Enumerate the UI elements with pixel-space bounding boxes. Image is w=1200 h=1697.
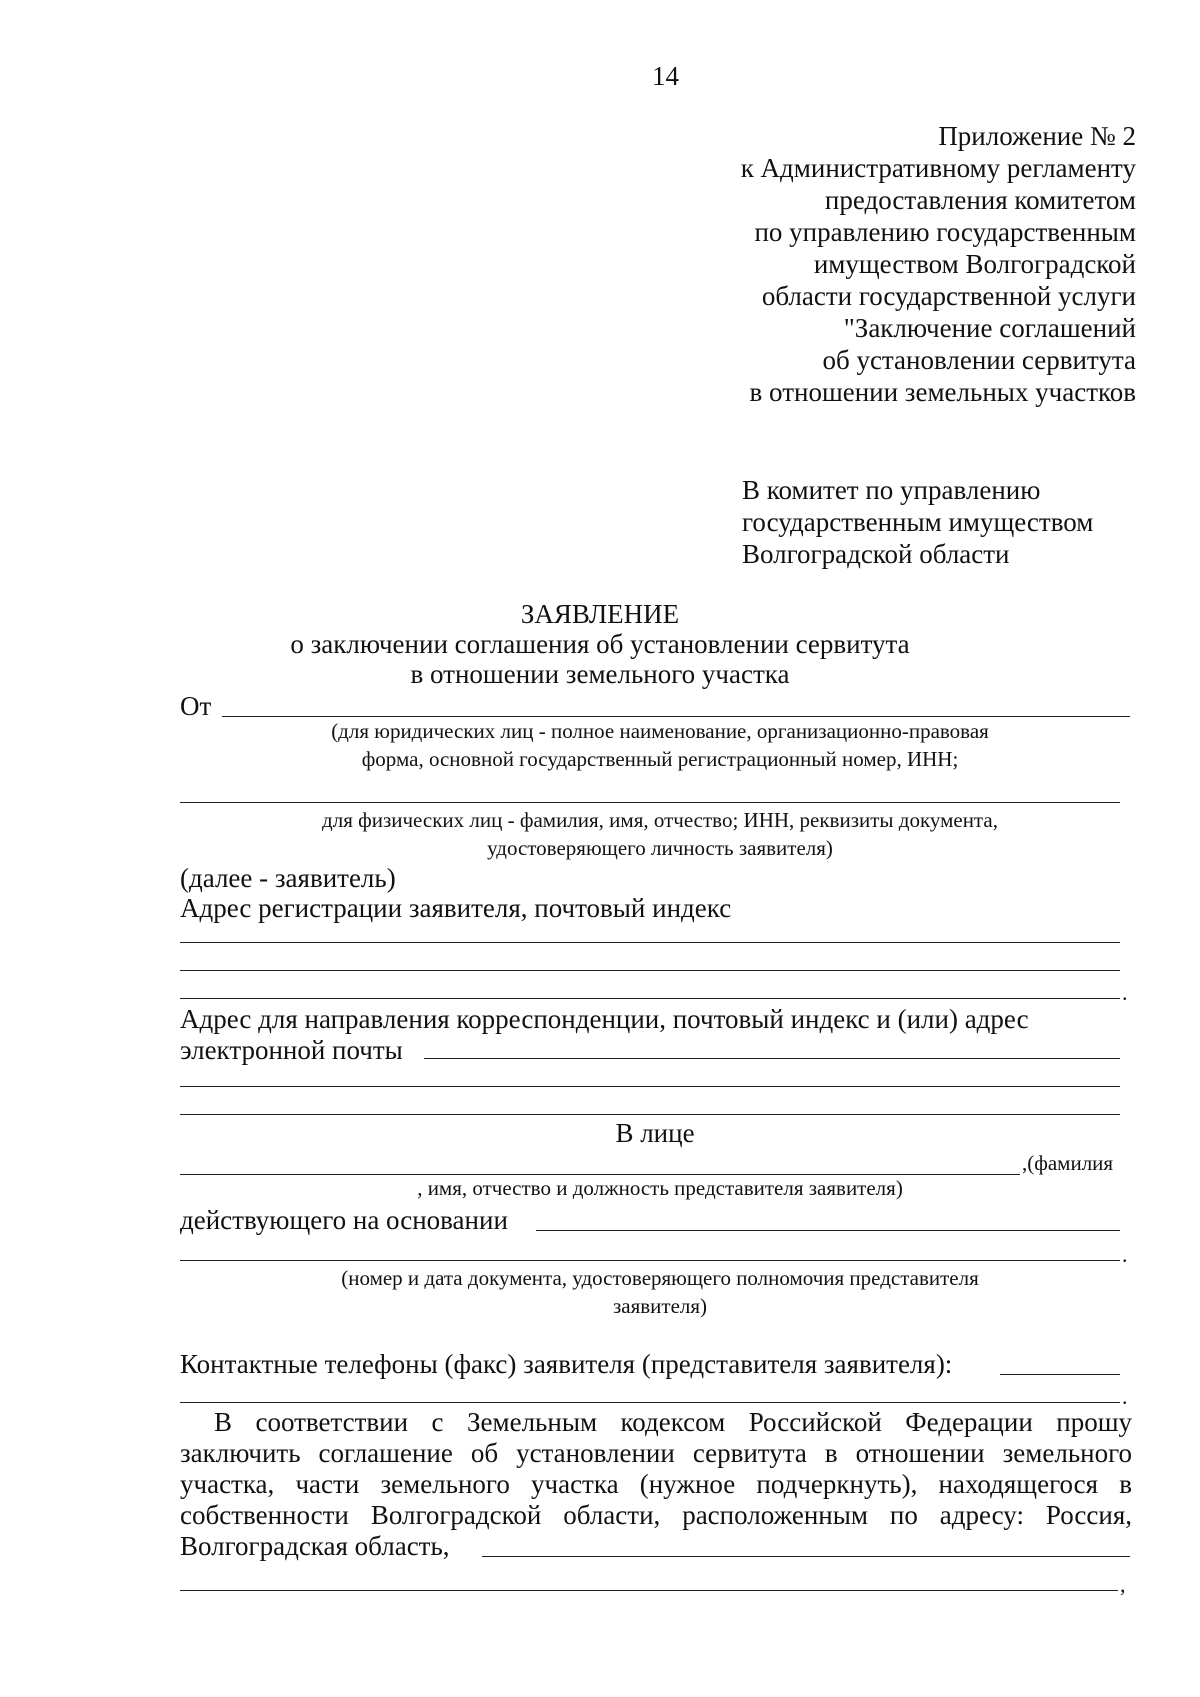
appendix-line: по управлению государственным [754,217,1136,247]
applicant-name-field[interactable] [180,802,1120,803]
body-line: Волгоградская область, [180,1531,450,1561]
contacts-label: Контактные телефоны (факс) заявителя (представителя заявителя): [180,1349,953,1379]
appendix-line: к Административному регламенту [740,153,1136,183]
appendix-line: предоставления комитетом [824,185,1136,215]
email-field[interactable] [424,1058,1120,1059]
document-hint: (номер и дата документа, удостоверяющего полномочия представителя [341,1266,979,1290]
page-number: 14 [652,61,679,91]
representative-hint: , имя, отчество и должность представителя заявителя) [417,1176,903,1200]
addressee-line: Волгоградской области [742,539,1010,569]
period-mark: . [1122,1384,1128,1409]
registration-address-label: Адрес регистрации заявителя, почтовый индекс [180,893,732,923]
from-field[interactable] [222,716,1130,717]
legal-entity-hint: (для юридических лиц - полное наименование, организационно-правовая [331,719,989,743]
land-address-field[interactable] [482,1556,1130,1557]
basis-field[interactable] [536,1230,1120,1231]
contacts-field[interactable] [180,1402,1120,1403]
basis-field[interactable] [180,1260,1120,1261]
contacts-field[interactable] [1000,1374,1120,1375]
land-address-field[interactable] [180,1590,1118,1591]
mail-address-field[interactable] [180,1086,1120,1087]
document-title: ЗАЯВЛЕНИЕ [520,599,680,629]
mail-address-label: Адрес для направления корреспонденции, почтовый индекс и (или) адрес [180,1004,1029,1034]
appendix-line: об установлении сервитута [822,345,1136,375]
registration-address-field[interactable] [180,942,1120,943]
appendix-line: "Заключение соглашений [843,313,1136,343]
period-mark: . [1122,1242,1128,1267]
body-line: В соответствии с Земельным кодексом Российской Федерации прошу [214,1407,1132,1437]
surname-suffix: ,(фамилия [1022,1151,1114,1175]
mail-address-label: электронной почты [180,1035,403,1065]
represented-by-label: В лице [615,1118,695,1148]
applicant-note: (далее - заявитель) [180,863,396,893]
from-label: От [180,691,212,721]
appendix-line: Приложение № 2 [938,121,1136,151]
mail-address-field[interactable] [180,1114,1120,1115]
addressee-line: государственным имуществом [742,507,1094,537]
individual-hint: удостоверяющего личность заявителя) [487,836,833,860]
period-mark: . [1122,980,1128,1005]
appendix-line: имуществом Волгоградской [813,249,1136,279]
document-hint: заявителя) [612,1294,708,1318]
legal-entity-hint: форма, основной государственный регистрационный номер, ИНН; [361,747,959,771]
body-line: собственности Волгоградской области, расположенным по адресу: Россия, [180,1500,1132,1530]
document-subtitle: в отношении земельного участка [410,659,790,689]
document-subtitle: о заключении соглашения об установлении сервитута [290,629,910,659]
appendix-line: области государственной услуги [761,281,1136,311]
registration-address-field[interactable] [180,970,1120,971]
appendix-line: в отношении земельных участков [749,377,1136,407]
body-line: участка, части земельного участка (нужное подчеркнуть), находящегося в [180,1469,1132,1499]
body-line: заключить соглашение об установлении сервитута в отношении земельного [180,1438,1132,1468]
individual-hint: для физических лиц - фамилия, имя, отчество; ИНН, реквизиты документа, [322,808,998,832]
registration-address-field[interactable] [180,998,1120,999]
addressee-line: В комитет по управлению [742,475,1041,505]
basis-label: действующего на основании [180,1205,508,1235]
comma-mark: , [1120,1572,1126,1597]
